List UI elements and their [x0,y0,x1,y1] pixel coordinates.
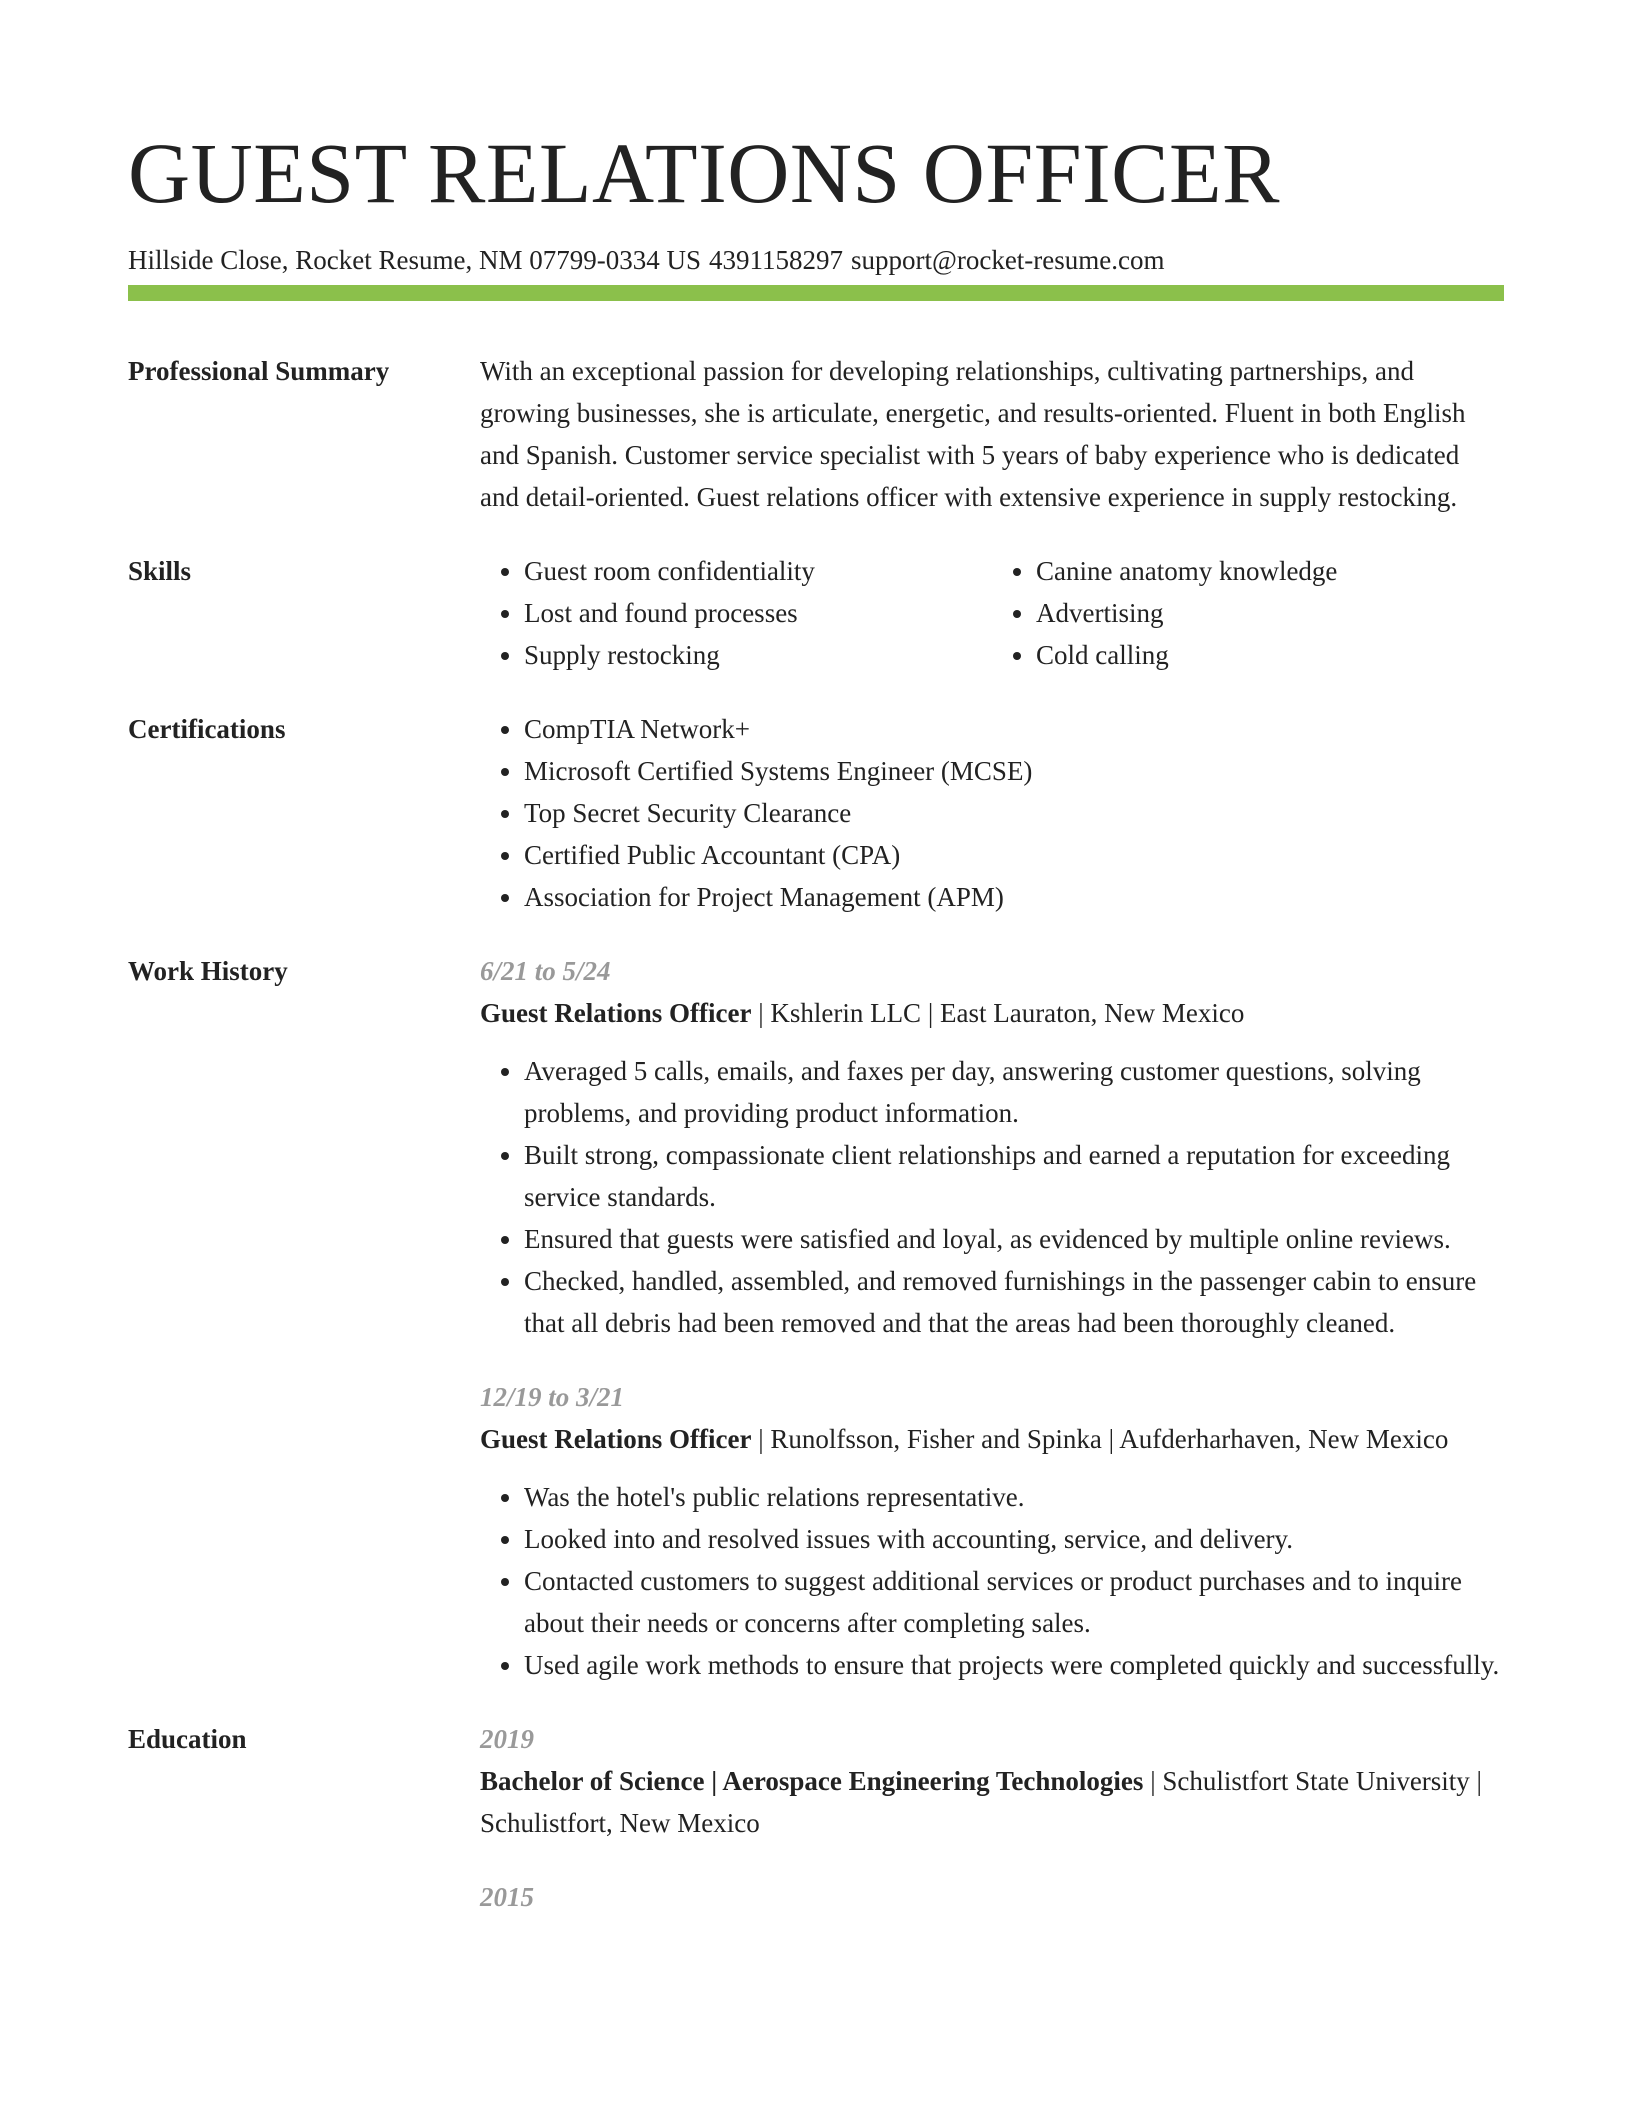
resume-name: GUEST RELATIONS OFFICER [128,125,1280,221]
job-entry [480,950,1504,1344]
job-title: Guest Relations Officer [480,1424,752,1454]
certification-item: • Microsoft Certified Systems Engineer (MCSE) [524,750,1504,792]
skill-item: • Lost and found processes [524,592,992,634]
email: support@rocket-resume.com [850,245,1165,275]
certification-item: • Certified Public Accountant (CPA) [524,834,1504,876]
job-details: | Runolfsson, Fisher and Spinka | Aufderharhaven, New Mexico [751,1424,1449,1454]
education-heading [480,1760,1504,1844]
certifications-section [128,708,1504,918]
summary-section [128,350,1504,518]
skills-list-left [480,550,992,676]
address: Hillside Close, Rocket Resume, NM 07799-0334 US [128,245,701,275]
certification-item: • Association for Project Management (APM) [524,876,1504,918]
job-bullet: • Averaged 5 calls, emails, and faxes per day, answering customer questions, solving problems, and providing product information. [524,1050,1504,1134]
education-date: 2015 [480,1882,534,1912]
job-bullets [480,1050,1504,1344]
skills-list-right [992,550,1504,676]
job-bullet: • Checked, handled, assembled, and removed furnishings in the passenger cabin to ensure that all debris had been removed and that the areas had been thoroughly cleaned. [524,1260,1504,1344]
section-title: Skills [128,556,192,586]
job-heading [480,1418,1504,1460]
skill-item: • Canine anatomy knowledge [1036,550,1504,592]
job-bullets [480,1476,1504,1686]
education-section [128,1718,1504,1918]
job-bullet: • Built strong, compassionate client relationships and earned a reputation for exceeding service standards. [524,1134,1504,1218]
section-title: Work History [128,956,288,986]
skill-item: • Advertising [1036,592,1504,634]
phone: 4391158297 [708,245,843,275]
job-heading [480,992,1504,1034]
header-divider [128,285,1504,301]
education-date: 2019 [480,1724,534,1754]
skill-item: • Guest room confidentiality [524,550,992,592]
skill-item: • Supply restocking [524,634,992,676]
education-entry [480,1718,1504,1844]
resume-header [128,118,1504,280]
job-bullet: • Used agile work methods to ensure that projects were completed quickly and successfully. [524,1644,1504,1686]
contact-line [128,240,1504,280]
resume-body [128,350,1504,1950]
education-degree: Bachelor of Science | Aerospace Engineering Technologies [480,1766,1144,1796]
section-title: Professional Summary [128,356,390,386]
certification-item: • Top Secret Security Clearance [524,792,1504,834]
job-title: Guest Relations Officer [480,998,752,1028]
job-entry [480,1376,1504,1686]
job-bullet: • Contacted customers to suggest additional services or product purchases and to inquire about their needs or concerns after completing sales. [524,1560,1504,1644]
job-bullet: • Ensured that guests were satisfied and loyal, as evidenced by multiple online reviews. [524,1218,1504,1260]
job-details: | Kshlerin LLC | East Lauraton, New Mexico [751,998,1245,1028]
job-date: 12/19 to 3/21 [480,1382,625,1412]
work-history-section [128,950,1504,1686]
section-title: Certifications [128,714,286,744]
education-entry [480,1876,1504,1918]
job-bullet: • Was the hotel's public relations representative. [524,1476,1504,1518]
skills-section [128,550,1504,676]
job-date: 6/21 to 5/24 [480,956,611,986]
summary-text: With an exceptional passion for developing relationships, cultivating partnerships, and growing businesses, she is articulate, energetic, and results-oriented. Fluent in both English and Spanish. Customer service specialist with 5 years of baby experience who is dedicated and detail-oriented. Guest relations officer with extensive experience in supply restocking. [480,356,1466,512]
section-title: Education [128,1724,247,1754]
certifications-list [480,708,1504,918]
education-details: | Schulistfort State University | Schulistfort, New Mexico [480,1766,1482,1838]
certification-item: • CompTIA Network+ [524,708,1504,750]
job-bullet: • Looked into and resolved issues with accounting, service, and delivery. [524,1518,1504,1560]
skill-item: • Cold calling [1036,634,1504,676]
